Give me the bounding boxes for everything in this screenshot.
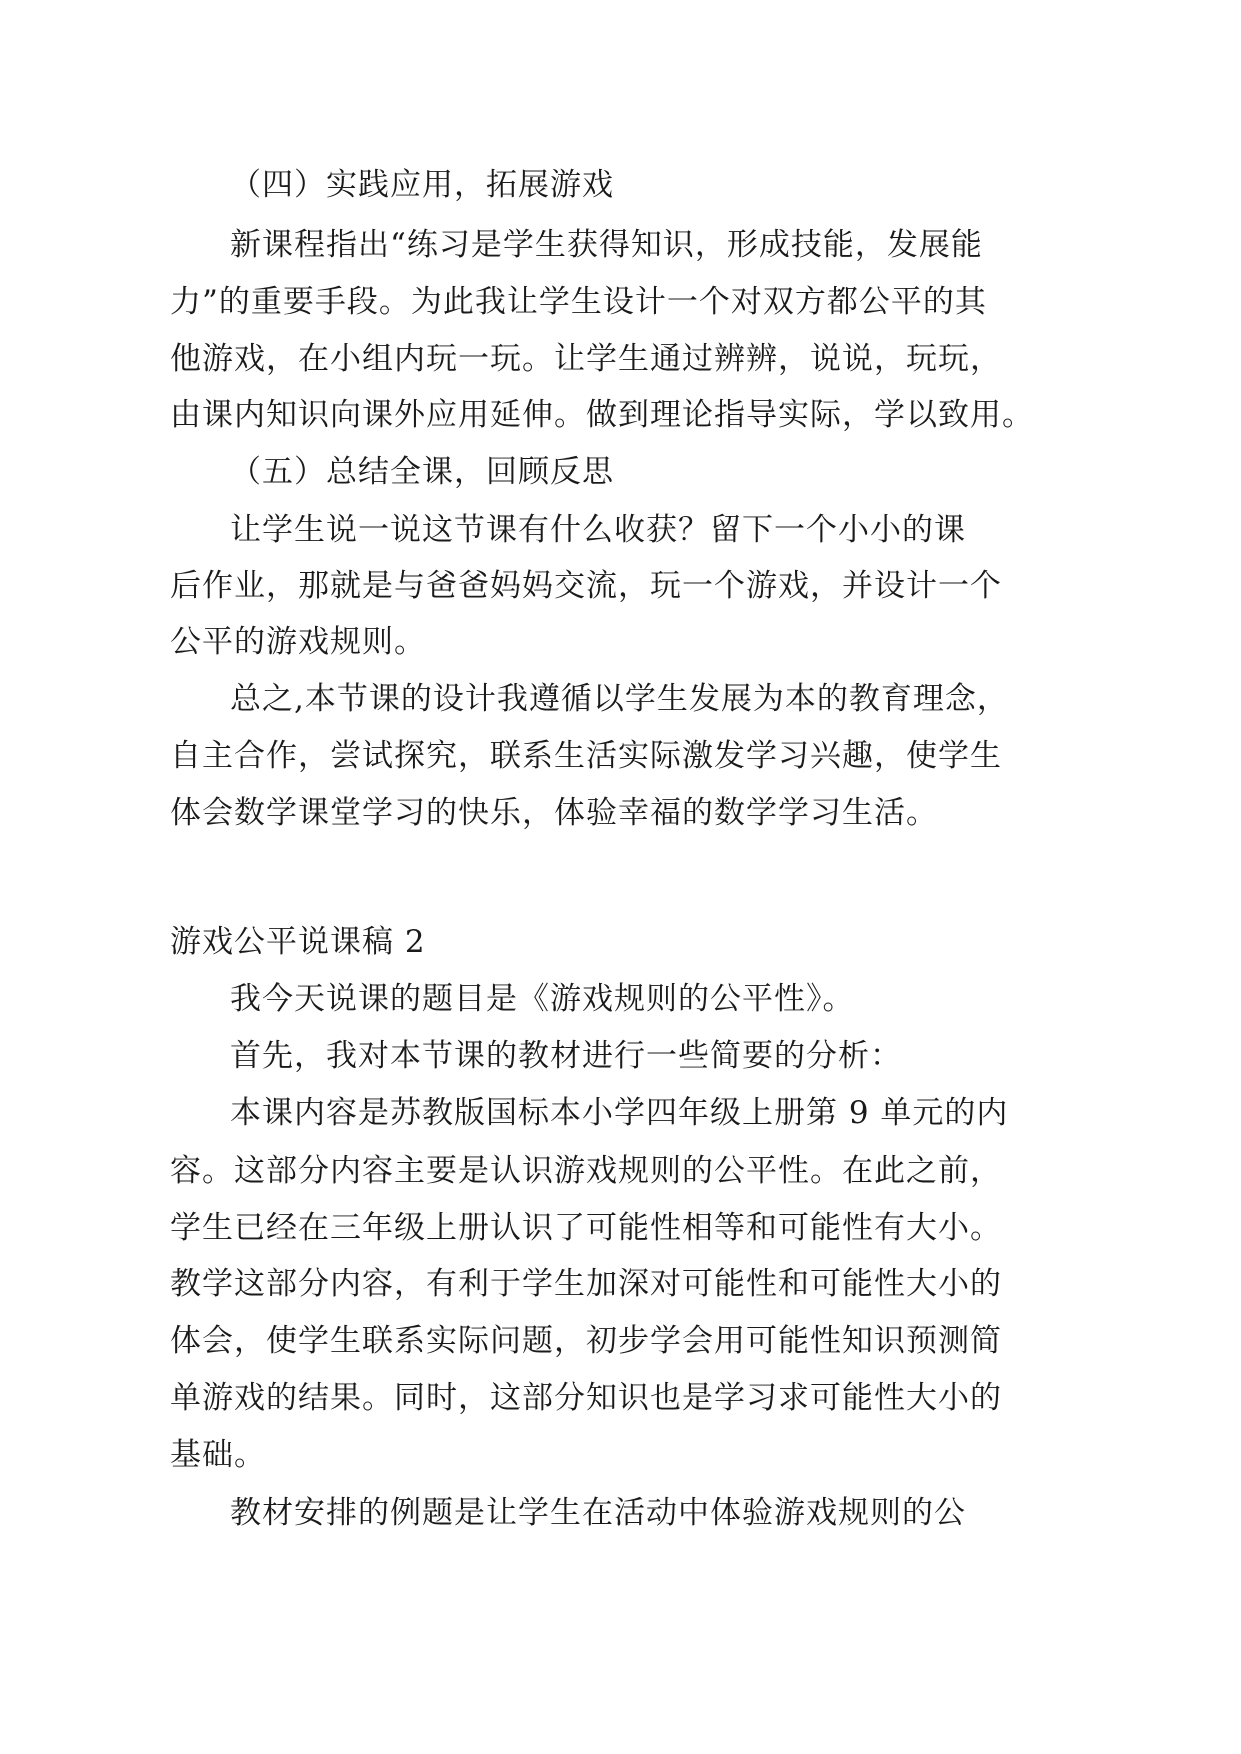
- paragraph-line: 后作业，那就是与爸爸妈妈交流，玩一个游戏，并设计一个: [170, 568, 1002, 604]
- paragraph-line: 基础。: [170, 1437, 266, 1473]
- paragraph-line: 总之,本节课的设计我遵循以学生发展为本的教育理念，: [230, 681, 1009, 717]
- paragraph-line: 让学生说一说这节课有什么收获？留下一个小小的课: [230, 512, 966, 548]
- paragraph-line: 体会数学课堂学习的快乐，体验幸福的数学学习生活。: [170, 795, 938, 831]
- paragraph-line: 本课内容是苏教版国标本小学四年级上册第 9 单元的内: [230, 1095, 1009, 1131]
- paragraph-line: 公平的游戏规则。: [170, 624, 426, 660]
- paragraph-line: 新课程指出“练习是学生获得知识，形成技能，发展能: [230, 227, 983, 263]
- paragraph-line: 教学这部分内容，有利于学生加深对可能性和可能性大小的: [170, 1266, 1002, 1302]
- paragraph-line: 自主合作，尝试探究，联系生活实际激发学习兴趣，使学生: [170, 738, 1002, 774]
- paragraph-line: 他游戏，在小组内玩一玩。让学生通过辨辨，说说，玩玩，: [170, 341, 1002, 377]
- paragraph-line: 单游戏的结果。同时，这部分知识也是学习求可能性大小的: [170, 1380, 1002, 1416]
- document-title: 游戏公平说课稿 2: [170, 924, 426, 960]
- section-heading-5: （五）总结全课，回顾反思: [230, 454, 614, 490]
- paragraph-line: 力”的重要手段。为此我让学生设计一个对双方都公平的其: [170, 284, 987, 320]
- paragraph-line: 容。这部分内容主要是认识游戏规则的公平性。在此之前，: [170, 1153, 1002, 1189]
- paragraph-line: 教材安排的例题是让学生在活动中体验游戏规则的公: [230, 1495, 966, 1531]
- paragraph-line: 由课内知识向课外应用延伸。做到理论指导实际，学以致用。: [170, 397, 1034, 433]
- paragraph-line: 我今天说课的题目是《游戏规则的公平性》。: [230, 981, 855, 1017]
- paragraph-line: 体会，使学生联系实际问题，初步学会用可能性知识预测简: [170, 1323, 1002, 1359]
- paragraph-line: 学生已经在三年级上册认识了可能性相等和可能性有大小。: [170, 1210, 1002, 1246]
- paragraph-line: 首先，我对本节课的教材进行一些简要的分析：: [230, 1038, 902, 1074]
- section-heading-4: （四）实践应用，拓展游戏: [230, 167, 614, 203]
